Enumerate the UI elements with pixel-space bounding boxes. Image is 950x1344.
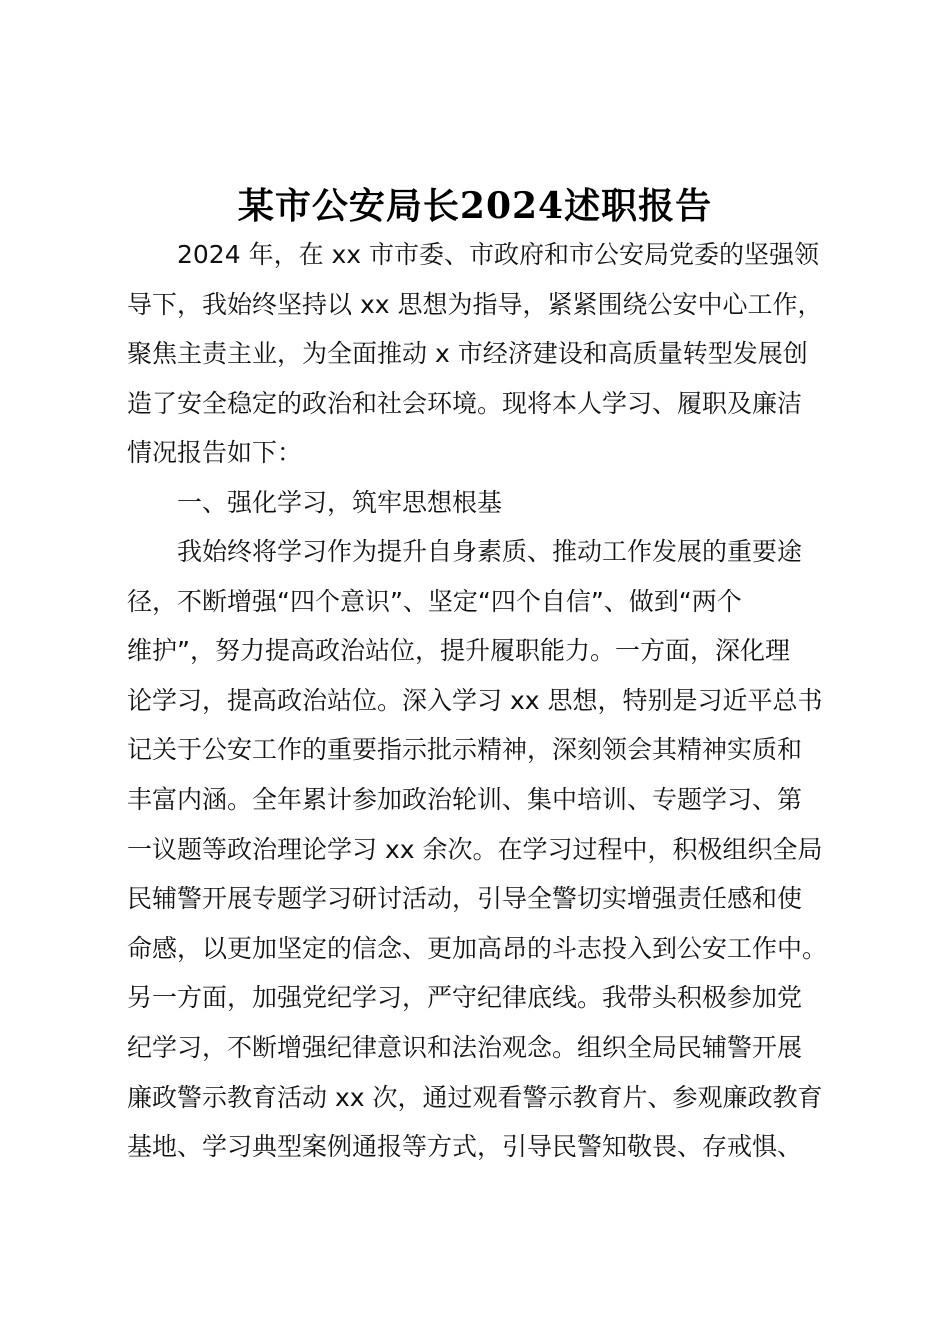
paragraph-line: 基地、学习典型案例通报等方式，引导民警知敬畏、存戒惧、 xyxy=(127,1132,803,1162)
paragraph-line: 我始终将学习作为提升自身素质、推动工作发展的重要途 xyxy=(177,537,803,566)
paragraph-line: 造了安全稳定的政治和社会环境。现将本人学习、履职及廉洁 xyxy=(127,388,803,418)
document-title: 某市公安局长2024述职报告 xyxy=(237,185,713,227)
paragraph-line: 民辅警开展专题学习研讨活动，引导全警切实增强责任感和使 xyxy=(127,884,803,914)
paragraph-line: 2024 年，在 xx 市市委、市政府和市公安局党委的坚强领 xyxy=(177,240,820,269)
paragraph-line: 丰富内涵。全年累计参加政治轮训、集中培训、专题学习、第 xyxy=(127,784,803,814)
paragraph-line: 另一方面，加强党纪学习，严守纪律底线。我带头积极参加党 xyxy=(127,983,803,1013)
paragraph-line: 纪学习，不断增强纪律意识和法治观念。组织全局民辅警开展 xyxy=(127,1032,803,1062)
paragraph-line: 论学习，提高政治站位。深入学习 xx 思想，特别是习近平总书 xyxy=(127,685,823,715)
paragraph-line: 记关于公安工作的重要指示批示精神，深刻领会其精神实质和 xyxy=(127,735,803,765)
paragraph-line: 导下，我始终坚持以 xx 思想为指导，紧紧围绕公安中心工作， xyxy=(127,289,823,319)
paragraph-line: 径，不断增强“四个意识”、坚定“四个自信”、做到“两个 xyxy=(127,586,742,616)
section1-paragraph xyxy=(127,527,839,1172)
section-heading-text: 一、强化学习，筑牢思想根基 xyxy=(177,488,503,517)
section-heading xyxy=(127,478,839,528)
paragraph-line: 维护”，努力提高政治站位，提升履职能力。一方面，深化理 xyxy=(127,636,790,666)
paragraph-line: 命感，以更加坚定的信念、更加高昂的斗志投入到公安工作中。 xyxy=(127,933,828,963)
paragraph-line: 情况报告如下： xyxy=(127,438,303,468)
paragraph-line: 聚焦主责主业，为全面推动 x 市经济建设和高质量转型发展创 xyxy=(127,339,808,369)
paragraph-line: 廉政警示教育活动 xx 次，通过观看警示教育片、参观廉政教育 xyxy=(127,1082,823,1112)
intro-paragraph xyxy=(127,230,839,478)
paragraph-line: 一议题等政治理论学习 xx 余次。在学习过程中，积极组织全局 xyxy=(127,834,823,864)
